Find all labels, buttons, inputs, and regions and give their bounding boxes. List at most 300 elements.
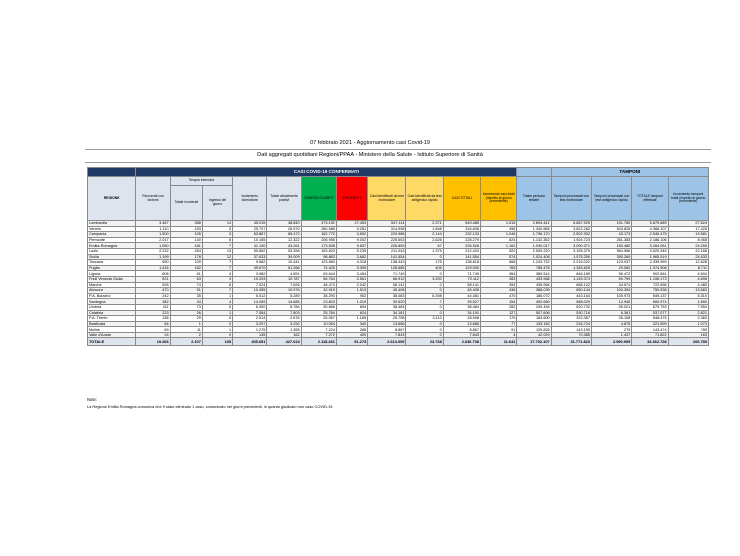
table-cell: 530.716 [551, 310, 591, 316]
table-cell: 58.141 [368, 282, 406, 288]
table-cell: 14 [202, 221, 232, 227]
table-cell: 10.203 [233, 276, 267, 282]
table-cell: 624 [336, 310, 367, 316]
table-cell: 433.968 [517, 276, 551, 282]
table-cell: 1.024.408 [517, 254, 551, 260]
region-name: Lombardia [88, 221, 136, 227]
table-cell: 25.784 [301, 310, 336, 316]
table-cell: 1.345.826 [551, 265, 591, 271]
table-cell: 63.867 [233, 232, 267, 238]
band-row [88, 168, 709, 177]
col-testate: Totale persone testate [517, 177, 551, 221]
table-cell: 1 [202, 327, 232, 333]
table-cell: 4 [481, 332, 517, 338]
table-cell: 4.651 [267, 271, 301, 277]
region-name: Sicilia [88, 254, 136, 260]
col-isolamento: Isolamento domiciliare [233, 177, 267, 221]
col-incremento: Incremento casi totali (rispetto al giorno precedente) [481, 177, 517, 221]
table-cell: 3 [202, 271, 232, 277]
table-cell: 67 [406, 243, 443, 249]
table-cell: 6.300 [233, 304, 267, 310]
table-cell: 41.130 [233, 243, 267, 249]
table-cell: 13.583 [668, 288, 708, 294]
table-cell: 0 [406, 304, 443, 310]
table-cell: 140 [170, 237, 202, 243]
table-cell: 123.937 [591, 260, 631, 266]
table-cell: 91.273 [336, 338, 367, 346]
table-cell: 390.260 [591, 254, 631, 260]
table-cell: 608 [136, 271, 170, 277]
table-cell: 70.385 [551, 332, 591, 338]
table-cell: 45.408 [368, 288, 406, 294]
table-cell: 23.738 [406, 338, 443, 346]
table-cell: 2.363 [668, 316, 708, 322]
table-cell: 3.892 [336, 232, 367, 238]
table-cell: 7 [406, 299, 443, 305]
table-cell: 26.970 [267, 226, 301, 232]
table-cell: 100.394 [591, 288, 631, 294]
region-name: Umbria [88, 304, 136, 310]
table-cell: 22.166 [668, 248, 708, 254]
table-cell: 38.484 [368, 304, 406, 310]
table-cell: 920 [481, 248, 517, 254]
table-cell: 902.661 [632, 271, 668, 277]
table-cell: 389.514 [517, 271, 551, 277]
table-cell: 443.164 [551, 293, 591, 299]
table-cell: 6 [202, 237, 232, 243]
table-cell: 1.110 [136, 226, 170, 232]
table-cell: 261.383 [591, 237, 631, 243]
table-cell: 3.292 [267, 321, 301, 327]
table-cell: 2.613.009 [368, 338, 406, 346]
table-cell: 0 [406, 271, 443, 277]
table-cell: 63 [170, 276, 202, 282]
table-cell: 564.966 [591, 248, 631, 254]
table-cell: 3.110 [406, 316, 443, 322]
table-cell: 24 [136, 332, 170, 338]
col-dimessi: DIMESSI GUARITI [301, 177, 336, 221]
col-molecolare: Casi identificati da test molecolare [368, 177, 406, 221]
table-cell: 789 [668, 327, 708, 333]
table-cell: 1.030.017 [517, 243, 551, 249]
table-cell: 71.749 [443, 271, 480, 277]
table-cell: 141.554 [443, 254, 480, 260]
table-cell: 4.480 [668, 282, 708, 288]
table-cell: 0 [202, 316, 232, 322]
table-cell: 74.425 [301, 265, 336, 271]
region-name: Campania [88, 232, 136, 238]
table-cell: 7.803 [267, 310, 301, 316]
table-cell: 1.243.732 [517, 260, 551, 266]
table-cell: 588.029 [551, 299, 591, 305]
region-name: Liguria [88, 271, 136, 277]
table-cell: 6.361 [591, 310, 631, 316]
table-cell: 39.009 [267, 254, 301, 260]
table-cell: 4.318 [336, 260, 367, 266]
table-cell: 73 [170, 304, 202, 310]
table-cell: 543.825 [591, 226, 631, 232]
table-cell: 1.513 [336, 288, 367, 294]
table-cell: 3.090.371 [551, 243, 591, 249]
table-cell: 28.908 [443, 316, 480, 322]
table-cell: 3 [202, 276, 232, 282]
table-cell: 7 [202, 265, 232, 271]
table-cell: 0 [406, 254, 443, 260]
table-cell: 34.574 [591, 282, 631, 288]
table-cell: 221.599 [632, 321, 668, 327]
table-cell: 44.481 [443, 293, 480, 299]
table-cell: 2.894.441 [517, 221, 551, 227]
table-cell: 63.644 [301, 271, 336, 277]
table-cell: 48.473 [301, 282, 336, 288]
table-cell: 3 [202, 226, 232, 232]
region-name: Calabria [88, 310, 136, 316]
table-cell: 37.633 [233, 254, 267, 260]
table-cell: 600.974 [632, 299, 668, 305]
table-cell: 3.399 [336, 265, 367, 271]
table-cell: 2.626 [406, 237, 443, 243]
table-cell: 382 [136, 299, 170, 305]
table-cell: 388.039 [517, 288, 551, 294]
table-cell: 7.843 [368, 332, 406, 338]
region-name: Valle d'Aosta [88, 332, 136, 338]
table-cell: 191.760 [591, 221, 631, 227]
table-cell: 1.019 [336, 299, 367, 305]
table-cell: 537.077 [632, 310, 668, 316]
table-cell: 8.711 [668, 265, 708, 271]
table-cell: 24.633 [668, 254, 708, 260]
table-cell: 43.173 [591, 232, 631, 238]
table-cell: 25.707 [233, 226, 267, 232]
table-cell: 13 [202, 248, 232, 254]
table-cell: 8.867 [443, 327, 480, 333]
table-cell: 216.724 [551, 321, 591, 327]
table-cell: 5.012 [233, 293, 267, 299]
region-name: Abruzzo [88, 288, 136, 294]
table-cell: 11 [170, 327, 202, 333]
table-cell: 133.162 [517, 321, 551, 327]
band-spacer [88, 168, 136, 177]
table-cell: 3.454 [336, 271, 367, 277]
table-cell: 1 [170, 321, 202, 327]
table-cell: 162 [267, 332, 301, 338]
table-cell: 2.107 [170, 338, 202, 346]
table-cell: 7.954 [668, 304, 708, 310]
table-cell: 1.890 [668, 299, 708, 305]
table-cell: 0 [406, 310, 443, 316]
table-cell: 722.696 [632, 282, 668, 288]
table-cell: 17.425 [668, 226, 708, 232]
table-cell: 71.822 [632, 332, 668, 338]
region-name: Friuli Venezia Giulia [88, 276, 136, 282]
table-cell: 9.002 [336, 237, 367, 243]
table-cell: 574 [481, 254, 517, 260]
table-cell: 1.379 [406, 248, 443, 254]
table-cell: 2.232 [136, 248, 170, 254]
table-cell: 3.467 [136, 221, 170, 227]
table-cell: 19.581 [668, 232, 708, 238]
table-cell: 14.685 [267, 299, 301, 305]
table-cell: 785.476 [517, 265, 551, 271]
table-cell: 668 [481, 260, 517, 266]
table-cell: 2.339.959 [632, 260, 668, 266]
band-spacer-testate [517, 168, 551, 177]
table-cell: 264 [170, 248, 202, 254]
table-cell: 405 [406, 265, 443, 271]
table-cell: 29 [170, 316, 202, 322]
table-cell: 0 [406, 282, 443, 288]
table-cell: 5.879.689 [632, 221, 668, 227]
table-cell: 1.965.519 [632, 254, 668, 260]
table-cell: 50.862 [233, 248, 267, 254]
table-cell: 1.515 [481, 221, 517, 227]
table-cell: 98.863 [301, 254, 336, 260]
table-cell: 902 [336, 293, 367, 299]
table-cell: 547.114 [368, 221, 406, 227]
table-cell: 10.441 [267, 260, 301, 266]
table-cell: 32.919 [301, 288, 336, 294]
table-cell: 280.585 [301, 226, 336, 232]
table-cell: 3.520.345 [632, 248, 668, 254]
table-cell: 183.480 [591, 243, 631, 249]
table-cell: 834 [336, 304, 367, 310]
table-cell: 135 [233, 332, 267, 338]
table-cell: 2.514 [233, 316, 267, 322]
table-cell: 34.191 [443, 310, 480, 316]
table-cell: 1.924.723 [551, 237, 591, 243]
table-cell: 13.686 [443, 321, 480, 327]
table-cell: 225.653 [368, 237, 406, 243]
table-cell: 141.554 [368, 254, 406, 260]
table-cell: 34.181 [368, 310, 406, 316]
table-cell: 3.200 [406, 276, 443, 282]
table-cell: 470 [136, 288, 170, 294]
table-cell: 2.017 [136, 237, 170, 243]
table-cell: 66.912 [368, 276, 406, 282]
region-name: Lazio [88, 248, 136, 254]
table-cell: 249.454 [517, 304, 551, 310]
table-cell: 163 [668, 332, 708, 338]
region-name: Basilicata [88, 321, 136, 327]
table-cell: 24.255 [668, 243, 708, 249]
table-cell: 492.669 [517, 299, 551, 305]
table-cell: 77 [481, 321, 517, 327]
table-cell: 3.207 [233, 321, 267, 327]
subheader-row [88, 177, 709, 186]
table-cell: 7 [202, 288, 232, 294]
table-cell: 25.067 [301, 316, 336, 322]
table-cell: 10.976 [267, 288, 301, 294]
table-cell: 8.867 [368, 327, 406, 333]
table-cell: 0 [406, 332, 443, 338]
table-cell: 2.371 [406, 221, 443, 227]
table-cell: 128.685 [368, 265, 406, 271]
table-cell: 162 [170, 265, 202, 271]
table-cell: 2.042 [336, 282, 367, 288]
table-cell: 2.590.905 [591, 338, 631, 346]
table-cell: 1.796.170 [517, 232, 551, 238]
bulletin-title: 07 febbraio 2021 - Aggiornamento casi Covid-19 [309, 140, 431, 146]
col-positivi: Totale attualmente positivi [267, 177, 301, 221]
table-cell: 4.604 [668, 271, 708, 277]
table-cell: 143.195 [551, 327, 591, 333]
col-tamp-totale: TOTALE tamponi effettuati [632, 177, 668, 221]
table-cell: 51 [170, 288, 202, 294]
table-cell: 211.043 [368, 248, 406, 254]
region-name: Puglia [88, 265, 136, 271]
table-cell: 105.973 [591, 293, 631, 299]
table-cell: 13.686 [368, 321, 406, 327]
col-casi-totali: CASI TOTALI [443, 177, 480, 221]
table-cell: 1.500 [136, 232, 170, 238]
table-cell: 223 [136, 310, 170, 316]
table-cell: 163.600 [517, 316, 551, 322]
table-cell: 2.821 [668, 310, 708, 316]
table-cell: 1.046 [481, 232, 517, 238]
table-cell: 175 [406, 260, 443, 266]
table-cell: 178 [170, 254, 202, 260]
table-cell: 411 [136, 304, 170, 310]
table-cell: 394 [481, 282, 517, 288]
table-cell: 27.624 [668, 221, 708, 227]
table-cell: 2.545.475 [632, 232, 668, 238]
col-deceduti: DECEDUTI [336, 177, 367, 221]
table-cell: 45.015 [233, 221, 267, 227]
table-cell: 288 [336, 327, 367, 333]
region-name: Emilia-Romagna [88, 243, 136, 249]
table-cell: 7.224 [301, 327, 336, 333]
note-label: Note: [87, 397, 98, 402]
table-cell: 138.443 [368, 260, 406, 266]
table-cell: 2.500.220 [517, 248, 551, 254]
table-cell: 549.485 [443, 221, 480, 227]
region-name: P.A. Trento [88, 316, 136, 322]
table-cell: 49.670 [233, 265, 267, 271]
table-cell: 1 [202, 310, 232, 316]
table-cell: 1.950 [136, 243, 170, 249]
table-cell: 2.118.461 [301, 338, 336, 346]
table-cell: 123.860 [301, 260, 336, 266]
table-cell: 5.289 [267, 293, 301, 299]
table-cell: 620.732 [551, 304, 591, 310]
col-ricoverati: Ricoverati con sintomi [136, 177, 170, 221]
table-cell: 4.696 [668, 276, 708, 282]
table-cell: 650 [136, 260, 170, 266]
table-cell: 14.269 [233, 299, 267, 305]
table-cell: 0 [202, 332, 232, 338]
table-cell: 5.310 [668, 293, 708, 299]
table-cell: 6.398 [406, 293, 443, 299]
table-cell: 3.264.051 [632, 243, 668, 249]
table-cell: 1.340.565 [517, 226, 551, 232]
table-cell: 35 [170, 293, 202, 299]
table-cell: 3.155.379 [551, 248, 591, 254]
table-cell: 232.133 [443, 232, 480, 238]
table-cell: 5 [202, 304, 232, 310]
table-cell: 84 [136, 321, 170, 327]
table-cell: 8.068 [668, 237, 708, 243]
note-text: La Regione Emilia Romagna comunica che 9 stato eliminato 1 caso, comunicato nei giorni precedenti, in quanto giudicato non caso COVID-19. [87, 404, 334, 409]
col-antigenico: Casi identificati da test antigenico rapido [406, 177, 443, 221]
table-cell: 2.216.022 [551, 260, 591, 266]
table-cell: 11.641 [481, 338, 517, 346]
table-cell: 70.112 [443, 276, 480, 282]
table-cell: 2 [170, 332, 202, 338]
table-cell: 69 [136, 327, 170, 333]
table-cell: 2.186.106 [632, 237, 668, 243]
table-cell: 10.455 [233, 288, 267, 294]
band-tamponi: TAMPONI [551, 168, 708, 177]
table-cell: 30.866 [301, 304, 336, 310]
table-cell: 56.472 [591, 271, 631, 277]
table-cell: 45.408 [443, 288, 480, 294]
table-cell: 1.073 [668, 321, 708, 327]
table-cell: 51.266 [267, 265, 301, 271]
table-cell: 688.122 [551, 282, 591, 288]
table-cell: 2.636.738 [443, 338, 480, 346]
title-divider [85, 149, 711, 150]
table-cell: 153 [170, 226, 202, 232]
table-cell: 34.362.728 [632, 338, 668, 346]
table-cell: 91 [481, 327, 517, 333]
table-cell: 6 [202, 282, 232, 288]
table-cell: 0 [202, 321, 232, 327]
table-cell: 59.021 [591, 304, 631, 310]
table-cell: 29.082 [591, 265, 631, 271]
table-cell: 405.651 [233, 338, 267, 346]
table-cell: 2.144 [406, 232, 443, 238]
table-cell: 206.789 [668, 338, 708, 346]
table-cell: 105 [202, 338, 232, 346]
table-cell: 5.687.929 [551, 221, 591, 227]
table-cell: 1.434 [136, 265, 170, 271]
table-cell: 1.275 [233, 327, 267, 333]
table-cell: 19.266 [136, 338, 170, 346]
table-cell: 549.137 [632, 293, 668, 299]
table-cell: 39.520 [368, 299, 406, 305]
subtitle-divider [85, 162, 711, 163]
table-cell: 2.502.302 [551, 232, 591, 238]
table-cell: 1.437 [591, 332, 631, 338]
table-cell: 283 [481, 276, 517, 282]
col-tamp-antigenico: Tamponi processati con test antigenico rapido [591, 177, 631, 221]
table-cell: 0 [406, 288, 443, 294]
band-casi-confermati: CASI COVID-19 CONFERMATI [136, 168, 517, 177]
table-cell: 3.822.282 [551, 226, 591, 232]
table-cell: 109 [170, 260, 202, 266]
table-cell: 34 [170, 299, 202, 305]
table-cell: 153.823 [301, 248, 336, 254]
table-cell: 50.799 [591, 276, 631, 282]
table-cell: 226.859 [368, 243, 406, 249]
table-cell: 162.770 [301, 232, 336, 238]
table-cell: 43.261 [267, 243, 301, 249]
table-cell: 1.162 [481, 243, 517, 249]
table-cell: 105 [170, 232, 202, 238]
table-cell: 138.618 [443, 260, 480, 266]
table-cell: 282 [481, 304, 517, 310]
table-cell: 71.749 [368, 271, 406, 277]
table-cell: 38.290 [301, 293, 336, 299]
table-cell: 473.192 [301, 221, 336, 227]
table-cell: 4 [202, 299, 232, 305]
table-cell: 7.554 [233, 310, 267, 316]
table-cell: 74 [170, 282, 202, 288]
table-cell: 427.024 [267, 338, 301, 346]
table-cell: 7 [202, 260, 232, 266]
table-cell: 1.132.352 [517, 237, 551, 243]
table-cell: 31.771.823 [551, 338, 591, 346]
